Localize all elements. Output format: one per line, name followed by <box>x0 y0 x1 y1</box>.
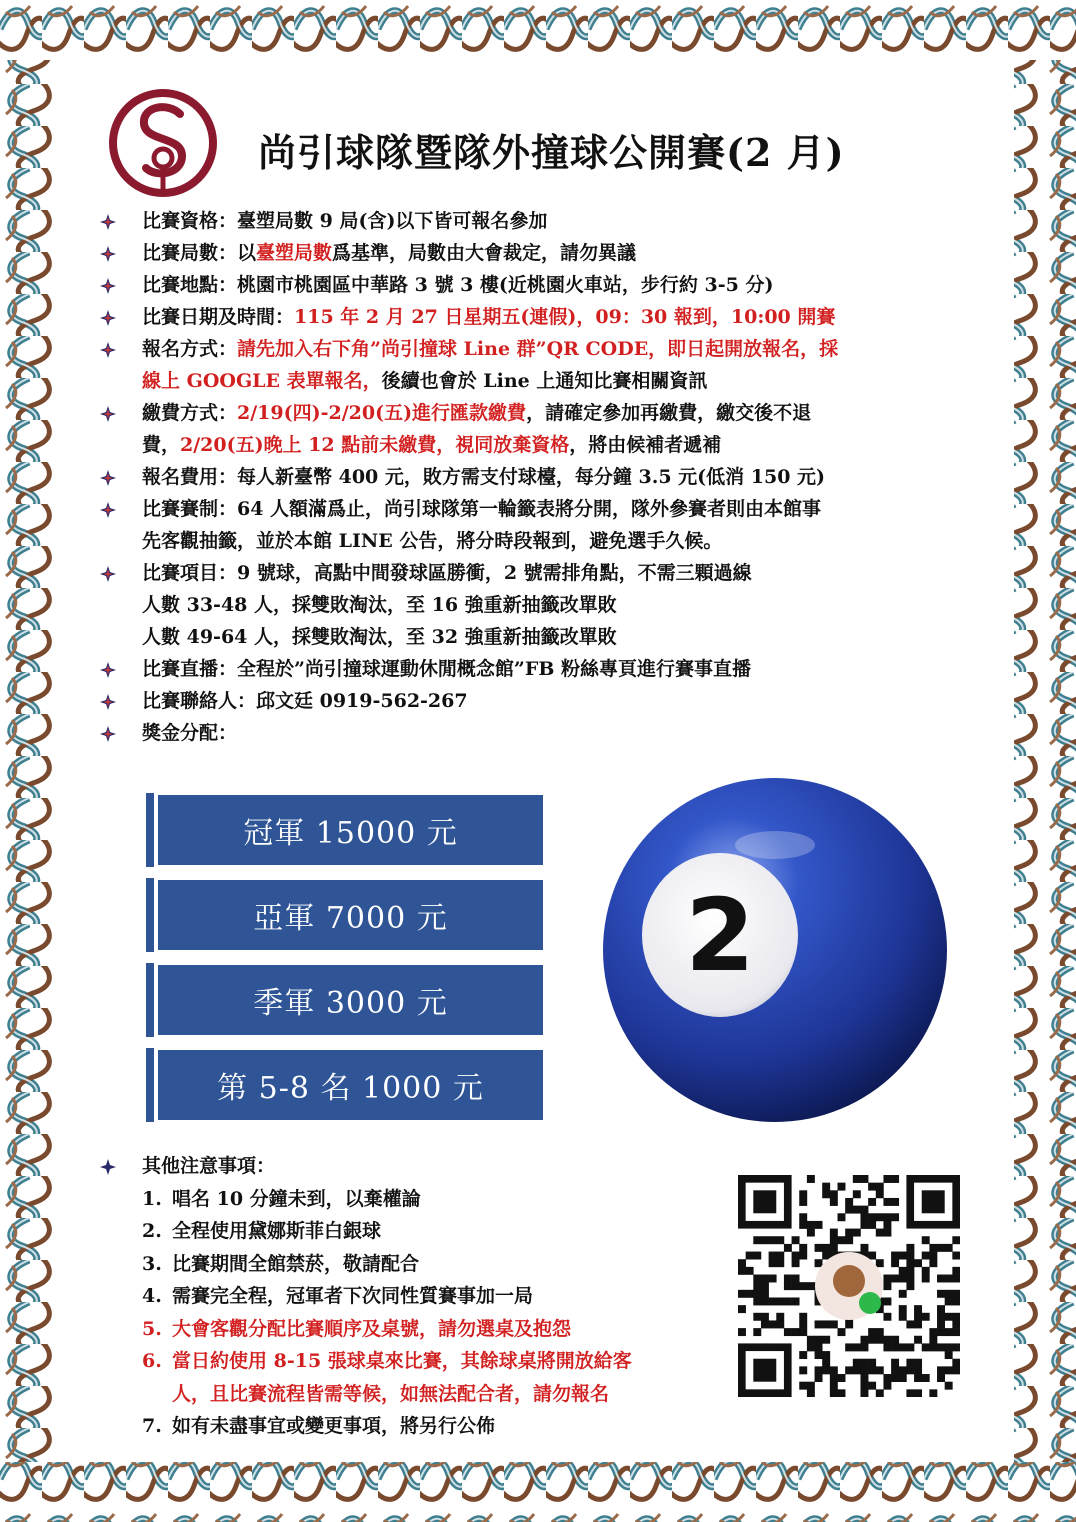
rule-item <box>100 397 930 461</box>
note-text: 需賽完全程，冠軍者下次同性質賽事加一局 <box>172 1285 534 1307</box>
rule-continuation <box>142 621 930 653</box>
rule-text: 繳費方式： <box>142 402 238 424</box>
note-number: 5. <box>142 1317 162 1340</box>
note-number: 2. <box>142 1220 162 1242</box>
rule-item <box>100 205 930 237</box>
rule-text: 爲基準，局數由大會裁定，請勿異議 <box>332 242 637 264</box>
prize-scroll-edge <box>146 963 154 1037</box>
qr-code-icon[interactable] <box>738 1175 960 1397</box>
notes-section <box>100 1150 720 1443</box>
diamond-bullet-icon <box>100 662 116 678</box>
note-number: 7. <box>142 1415 162 1437</box>
diamond-bullet-icon <box>100 470 116 486</box>
diamond-bullet-icon <box>100 1159 116 1175</box>
rule-text: 比賽項目：9 號球，高點中間發球區勝衝，2 號需排角點，不需三顆過線 <box>142 562 752 584</box>
note-item <box>100 1248 720 1281</box>
note-text: 大會客觀分配比賽順序及桌號，請勿選桌及抱怨 <box>172 1317 572 1340</box>
rule-item <box>100 301 930 333</box>
rule-item <box>100 461 930 493</box>
rule-text: 比賽地點：桃園市桃園區中華路 3 號 3 樓(近桃園火車站，步行約 3-5 分) <box>142 274 774 296</box>
rule-text: 費， <box>142 434 181 456</box>
rule-text: 人數 49-64 人，採雙敗淘汰，至 32 強重新抽籤改單敗 <box>142 626 617 648</box>
diamond-bullet-icon <box>100 694 116 710</box>
prize-second: 亞軍 7000 元 <box>158 880 543 950</box>
page-title: 尚引球隊暨隊外撞球公開賽(2 月) <box>258 130 845 175</box>
note-text: 比賽期間全館禁菸，敬請配合 <box>172 1252 420 1275</box>
s-logo-icon <box>108 88 218 198</box>
note-item <box>100 1215 720 1248</box>
rules-list <box>100 205 930 749</box>
rule-text: 線上 GOOGLE 表單報名， <box>142 370 382 392</box>
rule-text: 比賽賽制：64 人額滿爲止，尚引球隊第一輪籤表將分開，隊外參賽者則由本館事 <box>142 498 822 520</box>
diamond-bullet-icon <box>100 310 116 326</box>
diamond-bullet-icon <box>100 726 116 742</box>
diamond-bullet-icon <box>100 342 116 358</box>
note-number: 4. <box>142 1285 162 1307</box>
rule-item <box>100 557 930 653</box>
note-item <box>100 1410 720 1443</box>
rule-text: 後續也會於 Line 上通知比賽相關資訊 <box>381 370 708 392</box>
prize-scroll-edge <box>146 878 154 952</box>
diamond-bullet-icon <box>100 246 116 262</box>
prize-scroll-edge <box>146 793 154 867</box>
note-number: 3. <box>142 1252 162 1275</box>
diamond-bullet-icon <box>100 566 116 582</box>
rule-continuation <box>142 429 930 461</box>
prize-scroll-edge <box>146 1048 154 1122</box>
note-text: 當日約使用 8-15 張球桌來比賽，其餘球桌將開放給客 <box>172 1350 632 1372</box>
rule-text: 比賽日期及時間： <box>142 306 295 328</box>
rule-text: 報名費用：每人新臺幣 400 元，敗方需支付球檯，每分鐘 3.5 元(低消 150 元) <box>142 466 826 488</box>
rule-text: 報名方式： <box>142 338 238 360</box>
diamond-bullet-icon <box>100 214 116 230</box>
note-item <box>100 1313 720 1346</box>
rule-text: 2/19(四)-2/20(五)進行匯款繳費 <box>237 402 527 424</box>
rule-text: 比賽資格：臺塑局數 9 局(含)以下皆可報名參加 <box>142 210 548 232</box>
notes-heading: 其他注意事項： <box>100 1150 720 1183</box>
note-text: 如有未盡事宜或變更事項，將另行公佈 <box>172 1415 496 1437</box>
rule-text: 比賽局數：以 <box>142 242 257 264</box>
notes-list <box>100 1183 720 1443</box>
rule-text: 2/20(五)晚上 12 點前未繳費，視同放棄資格 <box>180 434 570 456</box>
rule-item <box>100 333 930 397</box>
rule-continuation <box>142 525 930 557</box>
note-item <box>100 1378 720 1411</box>
prize-5-8: 第 5-8 名 1000 元 <box>158 1050 543 1120</box>
rule-item <box>100 237 930 269</box>
rule-item <box>100 717 930 749</box>
rule-text: 人數 33-48 人，採雙敗淘汰，至 16 強重新抽籤改單敗 <box>142 594 617 616</box>
rule-text: 比賽直播：全程於”尚引撞球運動休閒概念館”FB 粉絲專頁進行賽事直播 <box>142 658 752 680</box>
rule-text: 115 年 2 月 27 日星期五(連假)，09：30 報到，10:00 開賽 <box>294 306 836 328</box>
prize-table <box>140 780 550 1120</box>
diamond-bullet-icon <box>100 502 116 518</box>
diamond-bullet-icon <box>100 278 116 294</box>
rule-text: 獎金分配： <box>142 722 238 744</box>
note-item <box>100 1280 720 1313</box>
billiard-ball-2-icon <box>600 775 950 1125</box>
rule-continuation <box>142 589 930 621</box>
rule-text: ，請確定參加再繳費，繳交後不退 <box>526 402 812 424</box>
note-text: 唱名 10 分鐘未到，以棄權論 <box>172 1187 421 1210</box>
rule-text: 臺塑局數 <box>256 242 333 264</box>
note-number: 1. <box>142 1187 162 1210</box>
rule-item <box>100 653 930 685</box>
rule-item <box>100 269 930 301</box>
note-number: 6. <box>142 1350 162 1372</box>
diamond-bullet-icon <box>100 406 116 422</box>
rule-text: 請先加入右下角”尚引撞球 Line 群”QR CODE，即日起開放報名，採 <box>237 338 839 360</box>
svg-text:2: 2 <box>685 877 755 994</box>
rule-text: 比賽聯絡人：邱文廷 0919-562-267 <box>142 690 468 712</box>
note-text: 全程使用黛娜斯菲白銀球 <box>172 1220 382 1242</box>
prize-third: 季軍 3000 元 <box>158 965 543 1035</box>
rule-text: ，將由候補者遞補 <box>569 434 722 456</box>
prize-champion: 冠軍 15000 元 <box>158 795 543 865</box>
note-item <box>100 1183 720 1216</box>
rule-item <box>100 685 930 717</box>
note-item <box>100 1345 720 1378</box>
note-text: 人，且比賽流程皆需等候，如無法配合者，請勿報名 <box>172 1382 610 1405</box>
rule-text: 先客觀抽籤，並於本館 LINE 公告，將分時段報到，避免選手久候。 <box>142 530 723 552</box>
rule-continuation <box>142 365 930 397</box>
rule-item <box>100 493 930 557</box>
